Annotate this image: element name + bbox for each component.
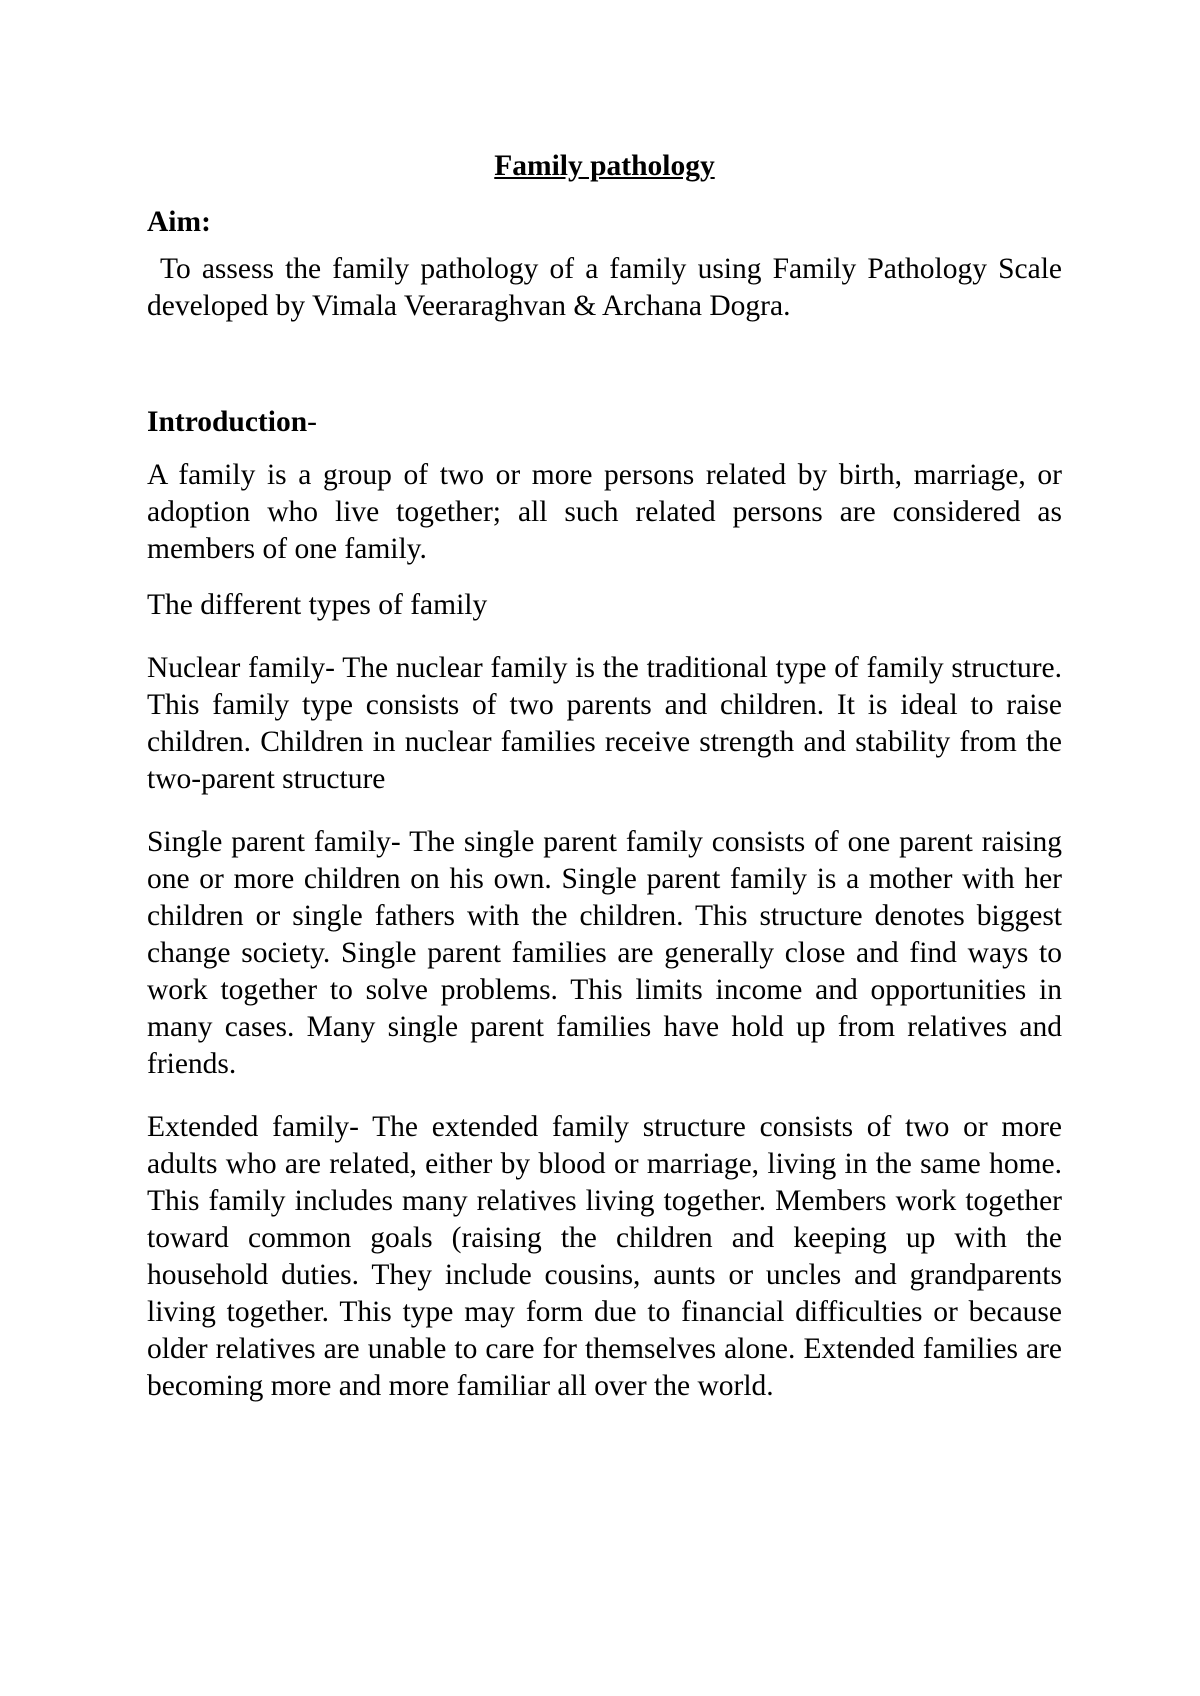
document-title: Family pathology [494, 150, 715, 182]
introduction-heading [147, 404, 1062, 441]
nuclear-family-paragraph: Nuclear family- The nuclear family is the traditional type of family structure. This family type consists of two parents and children. It is ideal to raise children. Children in nuclear families receive strength and stability from the two-parent structure [147, 652, 1062, 795]
introduction-heading-dash: - [307, 406, 317, 438]
aim-paragraph: To assess the family pathology of a family using Family Pathology Scale developed by Vimala Veeraraghvan & Archana Dogra. [147, 253, 1062, 322]
single-parent-family-paragraph: Single parent family- The single parent family consists of one parent raising one or more children on his own. Single parent family is a mother with her children or single fathers with the children. This structure denotes biggest change society. Single parent families are generally close and find ways to work together to solve problems. This limits income and opportunities in many cases. Many single parent families have hold up from relatives and friends. [147, 826, 1062, 1080]
extended-family-paragraph: Extended family- The extended family structure consists of two or more adults who are related, either by blood or marriage, living in the same home. This family includes many relatives living together. Members work together toward common goals (raising the children and keeping up with the household duties. They include cousins, aunts or uncles and grandparents living together. This type may form due to financial difficulties or because older relatives are unable to care for themselves alone. Extended families are becoming more and more familiar all over the world. [147, 1111, 1062, 1402]
family-types-heading: The different types of family [147, 589, 488, 621]
introduction-heading-text: Introduction [147, 406, 308, 438]
aim-heading: Aim: [147, 206, 211, 238]
introduction-paragraph: A family is a group of two or more persons related by birth, marriage, or adoption who live together; all such related persons are considered as members of one family. [147, 459, 1062, 565]
document-body [147, 148, 1062, 1405]
